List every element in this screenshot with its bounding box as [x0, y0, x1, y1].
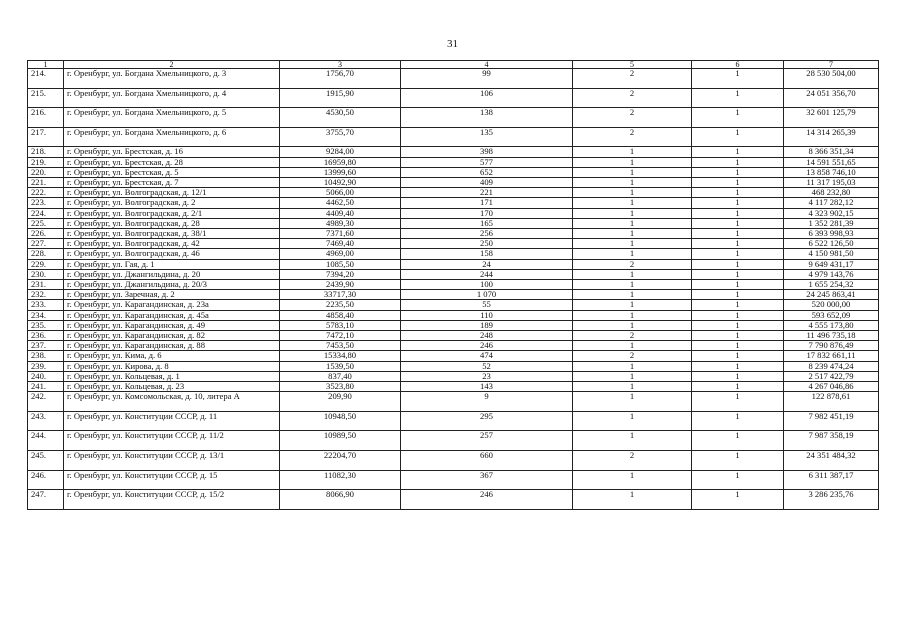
address-cell: г. Оренбург, ул. Конституции СССР, д. 15/2	[64, 490, 280, 510]
amount-cell: 7 987 358,19	[784, 431, 879, 451]
value5-cell: 2	[573, 259, 692, 269]
table-row	[28, 411, 879, 431]
address-cell: г. Оренбург, ул. Конституции СССР, д. 11	[64, 411, 280, 431]
amount-cell: 4 555 173,80	[784, 320, 879, 330]
value6-cell: 1	[692, 331, 784, 341]
address-cell: г. Оренбург, ул. Комсомольская, д. 10, литера А	[64, 392, 280, 412]
value5-cell: 1	[573, 431, 692, 451]
amount-cell: 24 245 863,41	[784, 290, 879, 300]
row-number: 214.	[28, 69, 64, 89]
table-row	[28, 259, 879, 269]
address-cell: г. Оренбург, ул. Брестская, д. 7	[64, 177, 280, 187]
value6-cell: 1	[692, 451, 784, 471]
table-row	[28, 382, 879, 392]
value5-cell: 2	[573, 69, 692, 89]
value6-cell: 1	[692, 269, 784, 279]
table-row	[28, 320, 879, 330]
address-cell: г. Оренбург, ул. Волгоградская, д. 2	[64, 198, 280, 208]
row-number: 231.	[28, 280, 64, 290]
address-cell: г. Оренбург, ул. Волгоградская, д. 38/1	[64, 229, 280, 239]
row-number: 246.	[28, 470, 64, 490]
count-cell: 170	[401, 208, 573, 218]
address-cell: г. Оренбург, ул. Карагандинская, д. 23а	[64, 300, 280, 310]
amount-cell: 520 000,00	[784, 300, 879, 310]
header-row	[28, 61, 879, 69]
address-cell: г. Оренбург, ул. Волгоградская, д. 12/1	[64, 188, 280, 198]
count-cell: 257	[401, 431, 573, 451]
table-row	[28, 157, 879, 167]
table-row	[28, 392, 879, 412]
value5-cell: 2	[573, 108, 692, 128]
address-cell: г. Оренбург, ул. Кольцевая, д. 1	[64, 371, 280, 381]
row-number: 224.	[28, 208, 64, 218]
area-cell: 209,90	[280, 392, 401, 412]
row-number: 226.	[28, 229, 64, 239]
count-cell: 409	[401, 177, 573, 187]
count-cell: 652	[401, 167, 573, 177]
row-number: 235.	[28, 320, 64, 330]
row-number: 237.	[28, 341, 64, 351]
area-cell: 1539,50	[280, 361, 401, 371]
count-cell: 367	[401, 470, 573, 490]
row-number: 217.	[28, 127, 64, 147]
area-cell: 4530,50	[280, 108, 401, 128]
count-cell: 189	[401, 320, 573, 330]
area-cell: 16959,80	[280, 157, 401, 167]
area-cell: 9284,00	[280, 147, 401, 157]
area-cell: 10948,50	[280, 411, 401, 431]
address-cell: г. Оренбург, ул. Богдана Хмельницкого, д. 6	[64, 127, 280, 147]
row-number: 227.	[28, 239, 64, 249]
address-cell: г. Оренбург, ул. Конституции СССР, д. 15	[64, 470, 280, 490]
row-number: 229.	[28, 259, 64, 269]
table-row	[28, 188, 879, 198]
amount-cell: 122 878,61	[784, 392, 879, 412]
value6-cell: 1	[692, 411, 784, 431]
address-cell: г. Оренбург, ул. Джангильдина, д. 20/3	[64, 280, 280, 290]
area-cell: 8066,90	[280, 490, 401, 510]
value5-cell: 2	[573, 127, 692, 147]
row-number: 225.	[28, 218, 64, 228]
address-cell: г. Оренбург, ул. Богдана Хмельницкого, д. 3	[64, 69, 280, 89]
table-row	[28, 218, 879, 228]
address-cell: г. Оренбург, ул. Кима, д. 6	[64, 351, 280, 361]
column-header-7: 7	[784, 61, 879, 69]
area-cell: 837,40	[280, 371, 401, 381]
area-cell: 3523,80	[280, 382, 401, 392]
amount-cell: 4 267 046,86	[784, 382, 879, 392]
area-cell: 2439,90	[280, 280, 401, 290]
table-row	[28, 300, 879, 310]
amount-cell: 468 232,80	[784, 188, 879, 198]
value5-cell: 1	[573, 239, 692, 249]
value5-cell: 1	[573, 382, 692, 392]
row-number: 243.	[28, 411, 64, 431]
value5-cell: 1	[573, 157, 692, 167]
value5-cell: 1	[573, 198, 692, 208]
value6-cell: 1	[692, 371, 784, 381]
count-cell: 106	[401, 88, 573, 108]
area-cell: 11082,30	[280, 470, 401, 490]
column-header-4: 4	[401, 61, 573, 69]
value5-cell: 1	[573, 392, 692, 412]
count-cell: 171	[401, 198, 573, 208]
table-row	[28, 361, 879, 371]
amount-cell: 32 601 125,79	[784, 108, 879, 128]
address-cell: г. Оренбург, ул. Конституции СССР, д. 11/2	[64, 431, 280, 451]
area-cell: 1085,50	[280, 259, 401, 269]
count-cell: 474	[401, 351, 573, 361]
row-number: 219.	[28, 157, 64, 167]
value5-cell: 1	[573, 320, 692, 330]
amount-cell: 3 286 235,76	[784, 490, 879, 510]
value6-cell: 1	[692, 188, 784, 198]
value6-cell: 1	[692, 431, 784, 451]
table-body	[28, 69, 879, 510]
value6-cell: 1	[692, 69, 784, 89]
area-cell: 7371,60	[280, 229, 401, 239]
address-cell: г. Оренбург, ул. Карагандинская, д. 45а	[64, 310, 280, 320]
value5-cell: 2	[573, 451, 692, 471]
count-cell: 1 070	[401, 290, 573, 300]
amount-cell: 24 051 356,70	[784, 88, 879, 108]
table-row	[28, 269, 879, 279]
address-cell: г. Оренбург, ул. Конституции СССР, д. 13/1	[64, 451, 280, 471]
value6-cell: 1	[692, 259, 784, 269]
address-cell: г. Оренбург, ул. Волгоградская, д. 42	[64, 239, 280, 249]
table-row	[28, 451, 879, 471]
table-row	[28, 239, 879, 249]
value5-cell: 1	[573, 470, 692, 490]
address-cell: г. Оренбург, ул. Волгоградская, д. 2/1	[64, 208, 280, 218]
area-cell: 4989,30	[280, 218, 401, 228]
amount-cell: 4 979 143,76	[784, 269, 879, 279]
value6-cell: 1	[692, 127, 784, 147]
table-row	[28, 310, 879, 320]
value5-cell: 1	[573, 208, 692, 218]
table-row	[28, 351, 879, 361]
area-cell: 2235,50	[280, 300, 401, 310]
address-cell: г. Оренбург, ул. Волгоградская, д. 28	[64, 218, 280, 228]
count-cell: 110	[401, 310, 573, 320]
count-cell: 248	[401, 331, 573, 341]
amount-cell: 6 522 126,50	[784, 239, 879, 249]
table-row	[28, 290, 879, 300]
address-cell: г. Оренбург, ул. Волгоградская, д. 46	[64, 249, 280, 259]
column-header-1: 1	[28, 61, 64, 69]
count-cell: 135	[401, 127, 573, 147]
row-number: 216.	[28, 108, 64, 128]
address-cell: г. Оренбург, ул. Карагандинская, д. 49	[64, 320, 280, 330]
value5-cell: 1	[573, 269, 692, 279]
table-row	[28, 371, 879, 381]
column-header-3: 3	[280, 61, 401, 69]
amount-cell: 8 239 474,24	[784, 361, 879, 371]
table-row	[28, 198, 879, 208]
value6-cell: 1	[692, 280, 784, 290]
value5-cell: 1	[573, 177, 692, 187]
count-cell: 256	[401, 229, 573, 239]
area-cell: 7453,50	[280, 341, 401, 351]
column-header-6: 6	[692, 61, 784, 69]
count-cell: 165	[401, 218, 573, 228]
row-number: 236.	[28, 331, 64, 341]
row-number: 244.	[28, 431, 64, 451]
value6-cell: 1	[692, 218, 784, 228]
amount-cell: 11 496 735,18	[784, 331, 879, 341]
value5-cell: 1	[573, 341, 692, 351]
value5-cell: 1	[573, 371, 692, 381]
count-cell: 9	[401, 392, 573, 412]
area-cell: 5783,10	[280, 320, 401, 330]
count-cell: 100	[401, 280, 573, 290]
value6-cell: 1	[692, 470, 784, 490]
amount-cell: 6 311 387,17	[784, 470, 879, 490]
address-cell: г. Оренбург, ул. Брестская, д. 16	[64, 147, 280, 157]
area-cell: 7469,40	[280, 239, 401, 249]
amount-cell: 1 655 254,32	[784, 280, 879, 290]
table-row	[28, 147, 879, 157]
count-cell: 99	[401, 69, 573, 89]
area-cell: 4409,40	[280, 208, 401, 218]
count-cell: 250	[401, 239, 573, 249]
value5-cell: 1	[573, 300, 692, 310]
amount-cell: 2 517 422,79	[784, 371, 879, 381]
value6-cell: 1	[692, 382, 784, 392]
value5-cell: 2	[573, 351, 692, 361]
area-cell: 4858,40	[280, 310, 401, 320]
amount-cell: 13 858 746,10	[784, 167, 879, 177]
amount-cell: 28 530 504,00	[784, 69, 879, 89]
amount-cell: 24 351 484,32	[784, 451, 879, 471]
value5-cell: 1	[573, 249, 692, 259]
row-number: 241.	[28, 382, 64, 392]
row-number: 218.	[28, 147, 64, 157]
table-row	[28, 88, 879, 108]
count-cell: 158	[401, 249, 573, 259]
address-cell: г. Оренбург, ул. Брестская, д. 28	[64, 157, 280, 167]
count-cell: 23	[401, 371, 573, 381]
amount-cell: 8 366 351,34	[784, 147, 879, 157]
address-cell: г. Оренбург, ул. Заречная, д. 2	[64, 290, 280, 300]
value6-cell: 1	[692, 392, 784, 412]
count-cell: 221	[401, 188, 573, 198]
count-cell: 52	[401, 361, 573, 371]
address-cell: г. Оренбург, ул. Кольцевая, д. 23	[64, 382, 280, 392]
value6-cell: 1	[692, 177, 784, 187]
address-cell: г. Оренбург, ул. Карагандинская, д. 88	[64, 341, 280, 351]
amount-cell: 14 314 265,39	[784, 127, 879, 147]
table-row	[28, 431, 879, 451]
row-number: 222.	[28, 188, 64, 198]
area-cell: 10492,90	[280, 177, 401, 187]
table-row	[28, 208, 879, 218]
area-cell: 1915,90	[280, 88, 401, 108]
page-number: 31	[447, 38, 458, 50]
value6-cell: 1	[692, 157, 784, 167]
area-cell: 33717,30	[280, 290, 401, 300]
row-number: 240.	[28, 371, 64, 381]
amount-cell: 7 790 876,49	[784, 341, 879, 351]
amount-cell: 1 352 281,39	[784, 218, 879, 228]
amount-cell: 9 649 431,17	[784, 259, 879, 269]
address-cell: г. Оренбург, ул. Кирова, д. 8	[64, 361, 280, 371]
table-row	[28, 229, 879, 239]
row-number: 242.	[28, 392, 64, 412]
address-cell: г. Оренбург, ул. Гая, д. 1	[64, 259, 280, 269]
table-row	[28, 280, 879, 290]
row-number: 245.	[28, 451, 64, 471]
area-cell: 3755,70	[280, 127, 401, 147]
count-cell: 577	[401, 157, 573, 167]
value5-cell: 1	[573, 229, 692, 239]
address-cell: г. Оренбург, ул. Богдана Хмельницкого, д. 5	[64, 108, 280, 128]
table-row	[28, 127, 879, 147]
address-cell: г. Оренбург, ул. Карагандинская, д. 82	[64, 331, 280, 341]
value5-cell: 2	[573, 88, 692, 108]
area-cell: 5066,00	[280, 188, 401, 198]
amount-cell: 14 591 551,65	[784, 157, 879, 167]
table-row	[28, 108, 879, 128]
value5-cell: 1	[573, 280, 692, 290]
value6-cell: 1	[692, 88, 784, 108]
value6-cell: 1	[692, 108, 784, 128]
value6-cell: 1	[692, 361, 784, 371]
area-cell: 10989,50	[280, 431, 401, 451]
value6-cell: 1	[692, 208, 784, 218]
count-cell: 246	[401, 490, 573, 510]
count-cell: 660	[401, 451, 573, 471]
area-cell: 22204,70	[280, 451, 401, 471]
address-cell: г. Оренбург, ул. Брестская, д. 5	[64, 167, 280, 177]
row-number: 239.	[28, 361, 64, 371]
value5-cell: 1	[573, 147, 692, 157]
amount-cell: 593 652,09	[784, 310, 879, 320]
registry-table	[27, 60, 879, 510]
count-cell: 138	[401, 108, 573, 128]
count-cell: 398	[401, 147, 573, 157]
row-number: 232.	[28, 290, 64, 300]
value6-cell: 1	[692, 239, 784, 249]
amount-cell: 4 150 981,50	[784, 249, 879, 259]
table-row	[28, 167, 879, 177]
area-cell: 4462,50	[280, 198, 401, 208]
column-header-2: 2	[64, 61, 280, 69]
amount-cell: 7 982 451,19	[784, 411, 879, 431]
area-cell: 13999,60	[280, 167, 401, 177]
row-number: 234.	[28, 310, 64, 320]
value6-cell: 1	[692, 351, 784, 361]
value6-cell: 1	[692, 310, 784, 320]
count-cell: 55	[401, 300, 573, 310]
row-number: 223.	[28, 198, 64, 208]
value6-cell: 1	[692, 167, 784, 177]
count-cell: 143	[401, 382, 573, 392]
column-header-5: 5	[573, 61, 692, 69]
row-number: 247.	[28, 490, 64, 510]
area-cell: 15334,80	[280, 351, 401, 361]
table-row	[28, 331, 879, 341]
amount-cell: 6 393 998,93	[784, 229, 879, 239]
area-cell: 7394,20	[280, 269, 401, 279]
value5-cell: 1	[573, 361, 692, 371]
row-number: 220.	[28, 167, 64, 177]
table-row	[28, 470, 879, 490]
row-number: 228.	[28, 249, 64, 259]
row-number: 221.	[28, 177, 64, 187]
value6-cell: 1	[692, 320, 784, 330]
row-number: 215.	[28, 88, 64, 108]
value6-cell: 1	[692, 290, 784, 300]
row-number: 238.	[28, 351, 64, 361]
count-cell: 246	[401, 341, 573, 351]
value6-cell: 1	[692, 198, 784, 208]
address-cell: г. Оренбург, ул. Богдана Хмельницкого, д. 4	[64, 88, 280, 108]
amount-cell: 4 117 282,12	[784, 198, 879, 208]
table-row	[28, 69, 879, 89]
amount-cell: 4 323 902,15	[784, 208, 879, 218]
area-cell: 1756,70	[280, 69, 401, 89]
value6-cell: 1	[692, 229, 784, 239]
area-cell: 4969,00	[280, 249, 401, 259]
value6-cell: 1	[692, 249, 784, 259]
amount-cell: 11 317 195,03	[784, 177, 879, 187]
area-cell: 7472,10	[280, 331, 401, 341]
address-cell: г. Оренбург, ул. Джангильдина, д. 20	[64, 269, 280, 279]
value5-cell: 1	[573, 290, 692, 300]
value6-cell: 1	[692, 490, 784, 510]
row-number: 233.	[28, 300, 64, 310]
count-cell: 295	[401, 411, 573, 431]
value5-cell: 2	[573, 331, 692, 341]
value6-cell: 1	[692, 341, 784, 351]
count-cell: 244	[401, 269, 573, 279]
value6-cell: 1	[692, 147, 784, 157]
value5-cell: 1	[573, 411, 692, 431]
value5-cell: 1	[573, 188, 692, 198]
row-number: 230.	[28, 269, 64, 279]
table-row	[28, 490, 879, 510]
amount-cell: 17 832 661,11	[784, 351, 879, 361]
count-cell: 24	[401, 259, 573, 269]
table-row	[28, 177, 879, 187]
value5-cell: 1	[573, 167, 692, 177]
value5-cell: 1	[573, 490, 692, 510]
value5-cell: 1	[573, 218, 692, 228]
value6-cell: 1	[692, 300, 784, 310]
table-row	[28, 341, 879, 351]
value5-cell: 1	[573, 310, 692, 320]
table-row	[28, 249, 879, 259]
